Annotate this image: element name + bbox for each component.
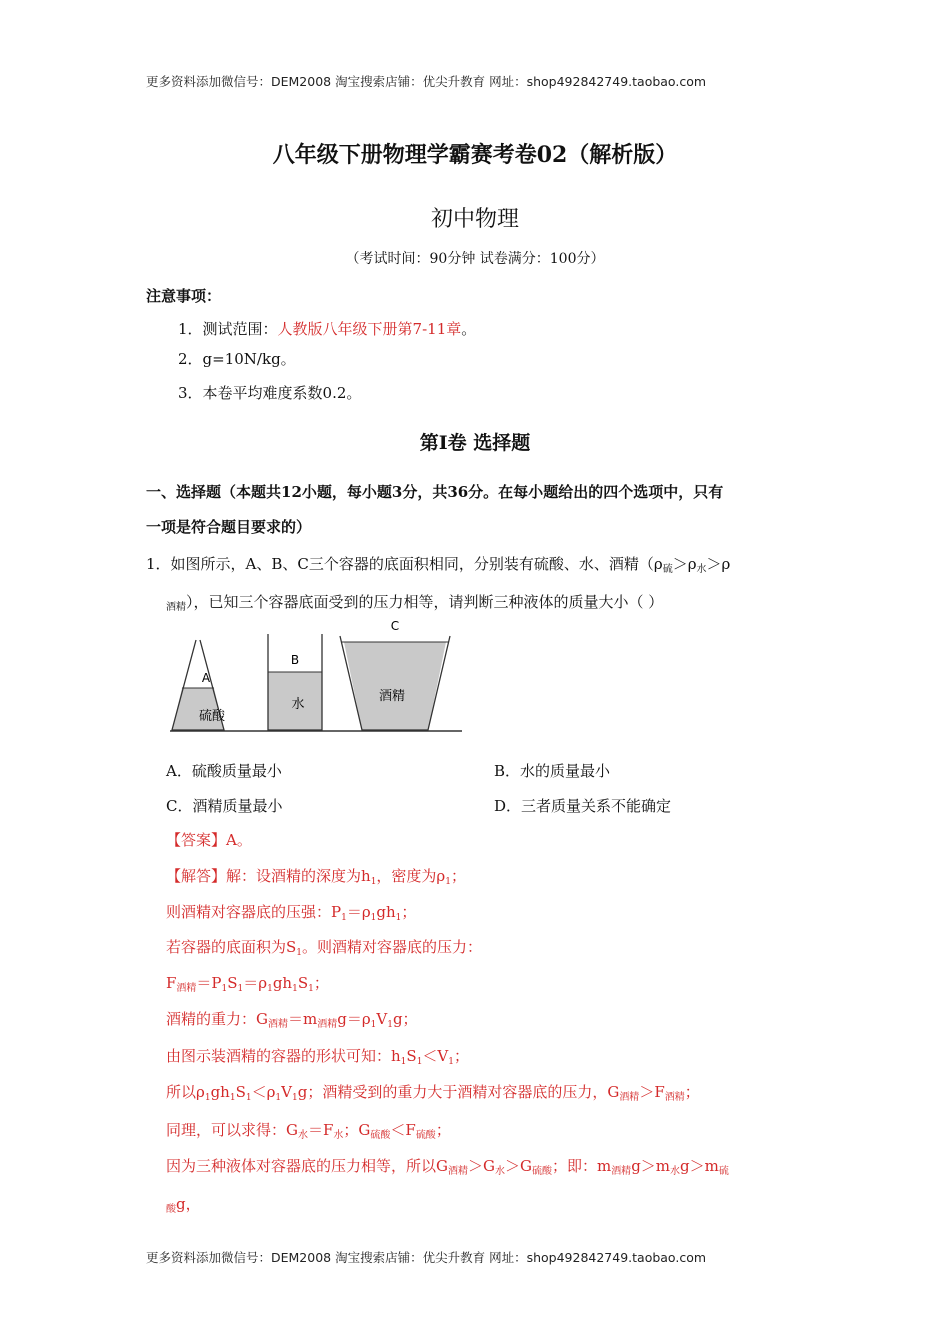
analysis-text: 所以ρ <box>166 1083 205 1101</box>
subscript: 1 <box>370 877 377 887</box>
subscript: 1 <box>275 1093 282 1103</box>
analysis-text: g＞m <box>631 1157 671 1175</box>
analysis-text: S <box>227 974 238 992</box>
analysis-text: g＞m <box>680 1157 719 1175</box>
analysis-label: 【解答】 <box>166 867 227 885</box>
part-heading-line-1: 一、选择题（本题共12小题，每小题3分，共36分。在每小题给出的四个选项中，只有 <box>146 483 724 501</box>
analysis-line-6 <box>166 1045 469 1067</box>
subscript: 1 <box>395 913 402 923</box>
analysis-text: g； <box>392 1010 418 1028</box>
analysis-line-7 <box>166 1081 700 1103</box>
analysis-text: ＝ρ <box>243 974 268 992</box>
subscript: 酒精 <box>176 983 197 994</box>
analysis-line-3 <box>166 936 482 958</box>
analysis-text: ＜F <box>390 1121 416 1139</box>
option-d[interactable]: D．三者质量关系不能确定 <box>494 797 672 815</box>
analysis-line-9 <box>166 1155 729 1177</box>
document-subtitle: 初中物理 <box>430 207 519 232</box>
analysis-text: ＜ρ <box>251 1083 276 1101</box>
document-title: 八年级下册物理学霸赛考卷02（解析版） <box>272 142 678 168</box>
subscript: 硫酸 <box>415 1130 436 1141</box>
analysis-text: ； <box>450 867 466 885</box>
analysis-text: gh <box>210 1083 230 1101</box>
subscript: 1 <box>296 948 303 958</box>
analysis-text: V <box>376 1010 388 1028</box>
analysis-line-10 <box>166 1193 201 1215</box>
subscript: 1 <box>370 913 377 923</box>
subscript: 1 <box>416 1057 423 1067</box>
subscript: 水 <box>333 1130 344 1141</box>
liquid-a-label: 硫酸 <box>198 709 226 724</box>
analysis-line-8 <box>166 1119 451 1141</box>
analysis-text: ； <box>313 974 329 992</box>
label-b: B <box>290 653 300 667</box>
label-c: C <box>390 619 400 633</box>
label-a: A <box>201 671 211 685</box>
analysis-text: g， <box>176 1195 201 1213</box>
subscript: 酒精 <box>317 1019 338 1030</box>
question-1-text: ＞ρ <box>706 555 731 573</box>
subscript: 1 <box>400 1057 407 1067</box>
subscript: 1 <box>341 913 347 923</box>
analysis-text: ；G <box>343 1121 371 1139</box>
page-header: 更多资料添加微信号：DEM2008 淘宝搜索店铺：优尖升教育 网址：shop492842749.taobao.com <box>146 74 707 89</box>
liquid-c-label: 酒精 <box>378 689 406 704</box>
subscript: 水 <box>297 1130 308 1141</box>
answer-label: 【答案】A。 <box>166 831 252 849</box>
subscript: 1 <box>448 1057 454 1067</box>
subscript: 硫 <box>662 564 673 575</box>
analysis-line-2 <box>166 901 416 923</box>
subscript: 硫酸 <box>370 1130 391 1141</box>
subscript: 1 <box>292 984 298 994</box>
analysis-text: ，密度为ρ <box>376 867 446 885</box>
notice-item-1-range: 人教版八年级下册第7-11章 <box>277 320 462 338</box>
subscript: 酒精 <box>619 1092 640 1103</box>
subscript: 1 <box>221 984 228 994</box>
subscript: 1 <box>204 1093 211 1103</box>
notice-item-1-suffix: 。 <box>461 320 477 338</box>
analysis-text: ； <box>454 1047 470 1065</box>
notice-item-3: 3．本卷平均难度系数0.2。 <box>178 384 362 402</box>
subscript: 1 <box>370 1020 377 1030</box>
option-c[interactable]: C．酒精质量最小 <box>166 797 283 815</box>
analysis-text: ； <box>401 903 417 921</box>
subscript: 1 <box>308 984 314 994</box>
subscript: 1 <box>245 1093 252 1103</box>
analysis-text: 则酒精对容器底的压强：P <box>166 903 342 921</box>
analysis-text: ＞G <box>504 1157 532 1175</box>
analysis-text: gh <box>376 903 396 921</box>
analysis-text: V <box>281 1083 292 1101</box>
subscript: 酒精 <box>166 602 186 613</box>
subscript: 酒精 <box>611 1166 632 1177</box>
analysis-text: 因为三种液体对容器底的压力相等，所以G <box>166 1157 448 1175</box>
analysis-text: ＝F <box>307 1121 334 1139</box>
analysis-text: 由图示装酒精的容器的形状可知：h <box>166 1047 401 1065</box>
subscript: 1 <box>445 877 451 887</box>
question-1-text: 1．如图所示，A、B、C三个容器的底面积相同，分别装有硫酸、水、酒精（ρ <box>146 555 663 573</box>
subscript: 1 <box>267 984 273 994</box>
analysis-text: ＝m <box>287 1010 318 1028</box>
analysis-text: ＜V <box>422 1047 449 1065</box>
analysis-text: S <box>297 974 309 992</box>
question-1-text: ），已知三个容器底面受到的压力相等，请判断三种液体的质量大小（ ） <box>186 593 664 611</box>
analysis-text: 酒精的重力：G <box>166 1010 268 1028</box>
page-footer: 更多资料添加微信号：DEM2008 淘宝搜索店铺：优尖升教育 网址：shop492842749.taobao.com <box>146 1250 707 1265</box>
analysis-text: 同理，可以求得：G <box>166 1121 298 1139</box>
notice-heading: 注意事项： <box>146 287 222 305</box>
question-1-line-1 <box>146 553 730 575</box>
analysis-text: ＝ρ <box>346 903 371 921</box>
question-1-text: ＞ρ <box>672 555 697 573</box>
analysis-text: ＝P <box>196 974 222 992</box>
analysis-line-4 <box>166 972 329 994</box>
liquid-b-label: 水 <box>291 697 305 712</box>
subscript: 酒精 <box>267 1019 288 1030</box>
analysis-text: 解：设酒精的深度为h <box>226 867 371 885</box>
subscript: 硫 <box>718 1166 729 1177</box>
analysis-text: 。则酒精对容器底的压力： <box>302 938 483 956</box>
subscript: 酒精 <box>447 1166 468 1177</box>
analysis-text: gh <box>272 974 293 992</box>
analysis-text: S <box>406 1047 417 1065</box>
subscript: 水 <box>696 564 707 575</box>
notice-item-2: 2．g=10N/kg。 <box>178 350 296 368</box>
analysis-text: g＝ρ <box>337 1010 371 1028</box>
exam-meta: （考试时间：90分钟 试卷满分：100分） <box>345 251 605 267</box>
section-title: 第Ⅰ卷 选择题 <box>419 432 531 454</box>
analysis-text: ＞F <box>639 1083 665 1101</box>
subscript: 水 <box>494 1166 505 1177</box>
containers-figure <box>166 619 466 736</box>
notice-item-1 <box>178 318 476 339</box>
subscript: 水 <box>670 1166 681 1177</box>
question-1-line-2 <box>166 591 663 613</box>
analysis-text: ； <box>435 1121 451 1139</box>
option-a[interactable]: A．硫酸质量最小 <box>166 762 282 780</box>
part-heading-line-2: 一项是符合题目要求的） <box>146 518 312 536</box>
analysis-text: ；即：m <box>551 1157 612 1175</box>
analysis-text: ； <box>684 1083 700 1101</box>
analysis-text: ＞G <box>467 1157 495 1175</box>
subscript: 1 <box>291 1093 298 1103</box>
analysis-line-1 <box>166 865 466 887</box>
notice-item-1-prefix: 1．测试范围： <box>178 320 278 338</box>
analysis-text: S <box>235 1083 246 1101</box>
analysis-text: g；酒精受到的重力大于酒精对容器底的压力，G <box>297 1083 620 1101</box>
subscript: 酒精 <box>664 1092 685 1103</box>
subscript: 1 <box>237 984 244 994</box>
option-b[interactable]: B．水的质量最小 <box>494 762 611 780</box>
analysis-line-5 <box>166 1008 418 1030</box>
subscript: 硫酸 <box>531 1166 552 1177</box>
subscript: 1 <box>229 1093 236 1103</box>
analysis-text: F <box>166 974 177 992</box>
analysis-text: 若容器的底面积为S <box>166 938 297 956</box>
subscript: 1 <box>387 1020 393 1030</box>
subscript: 酸 <box>166 1204 176 1215</box>
